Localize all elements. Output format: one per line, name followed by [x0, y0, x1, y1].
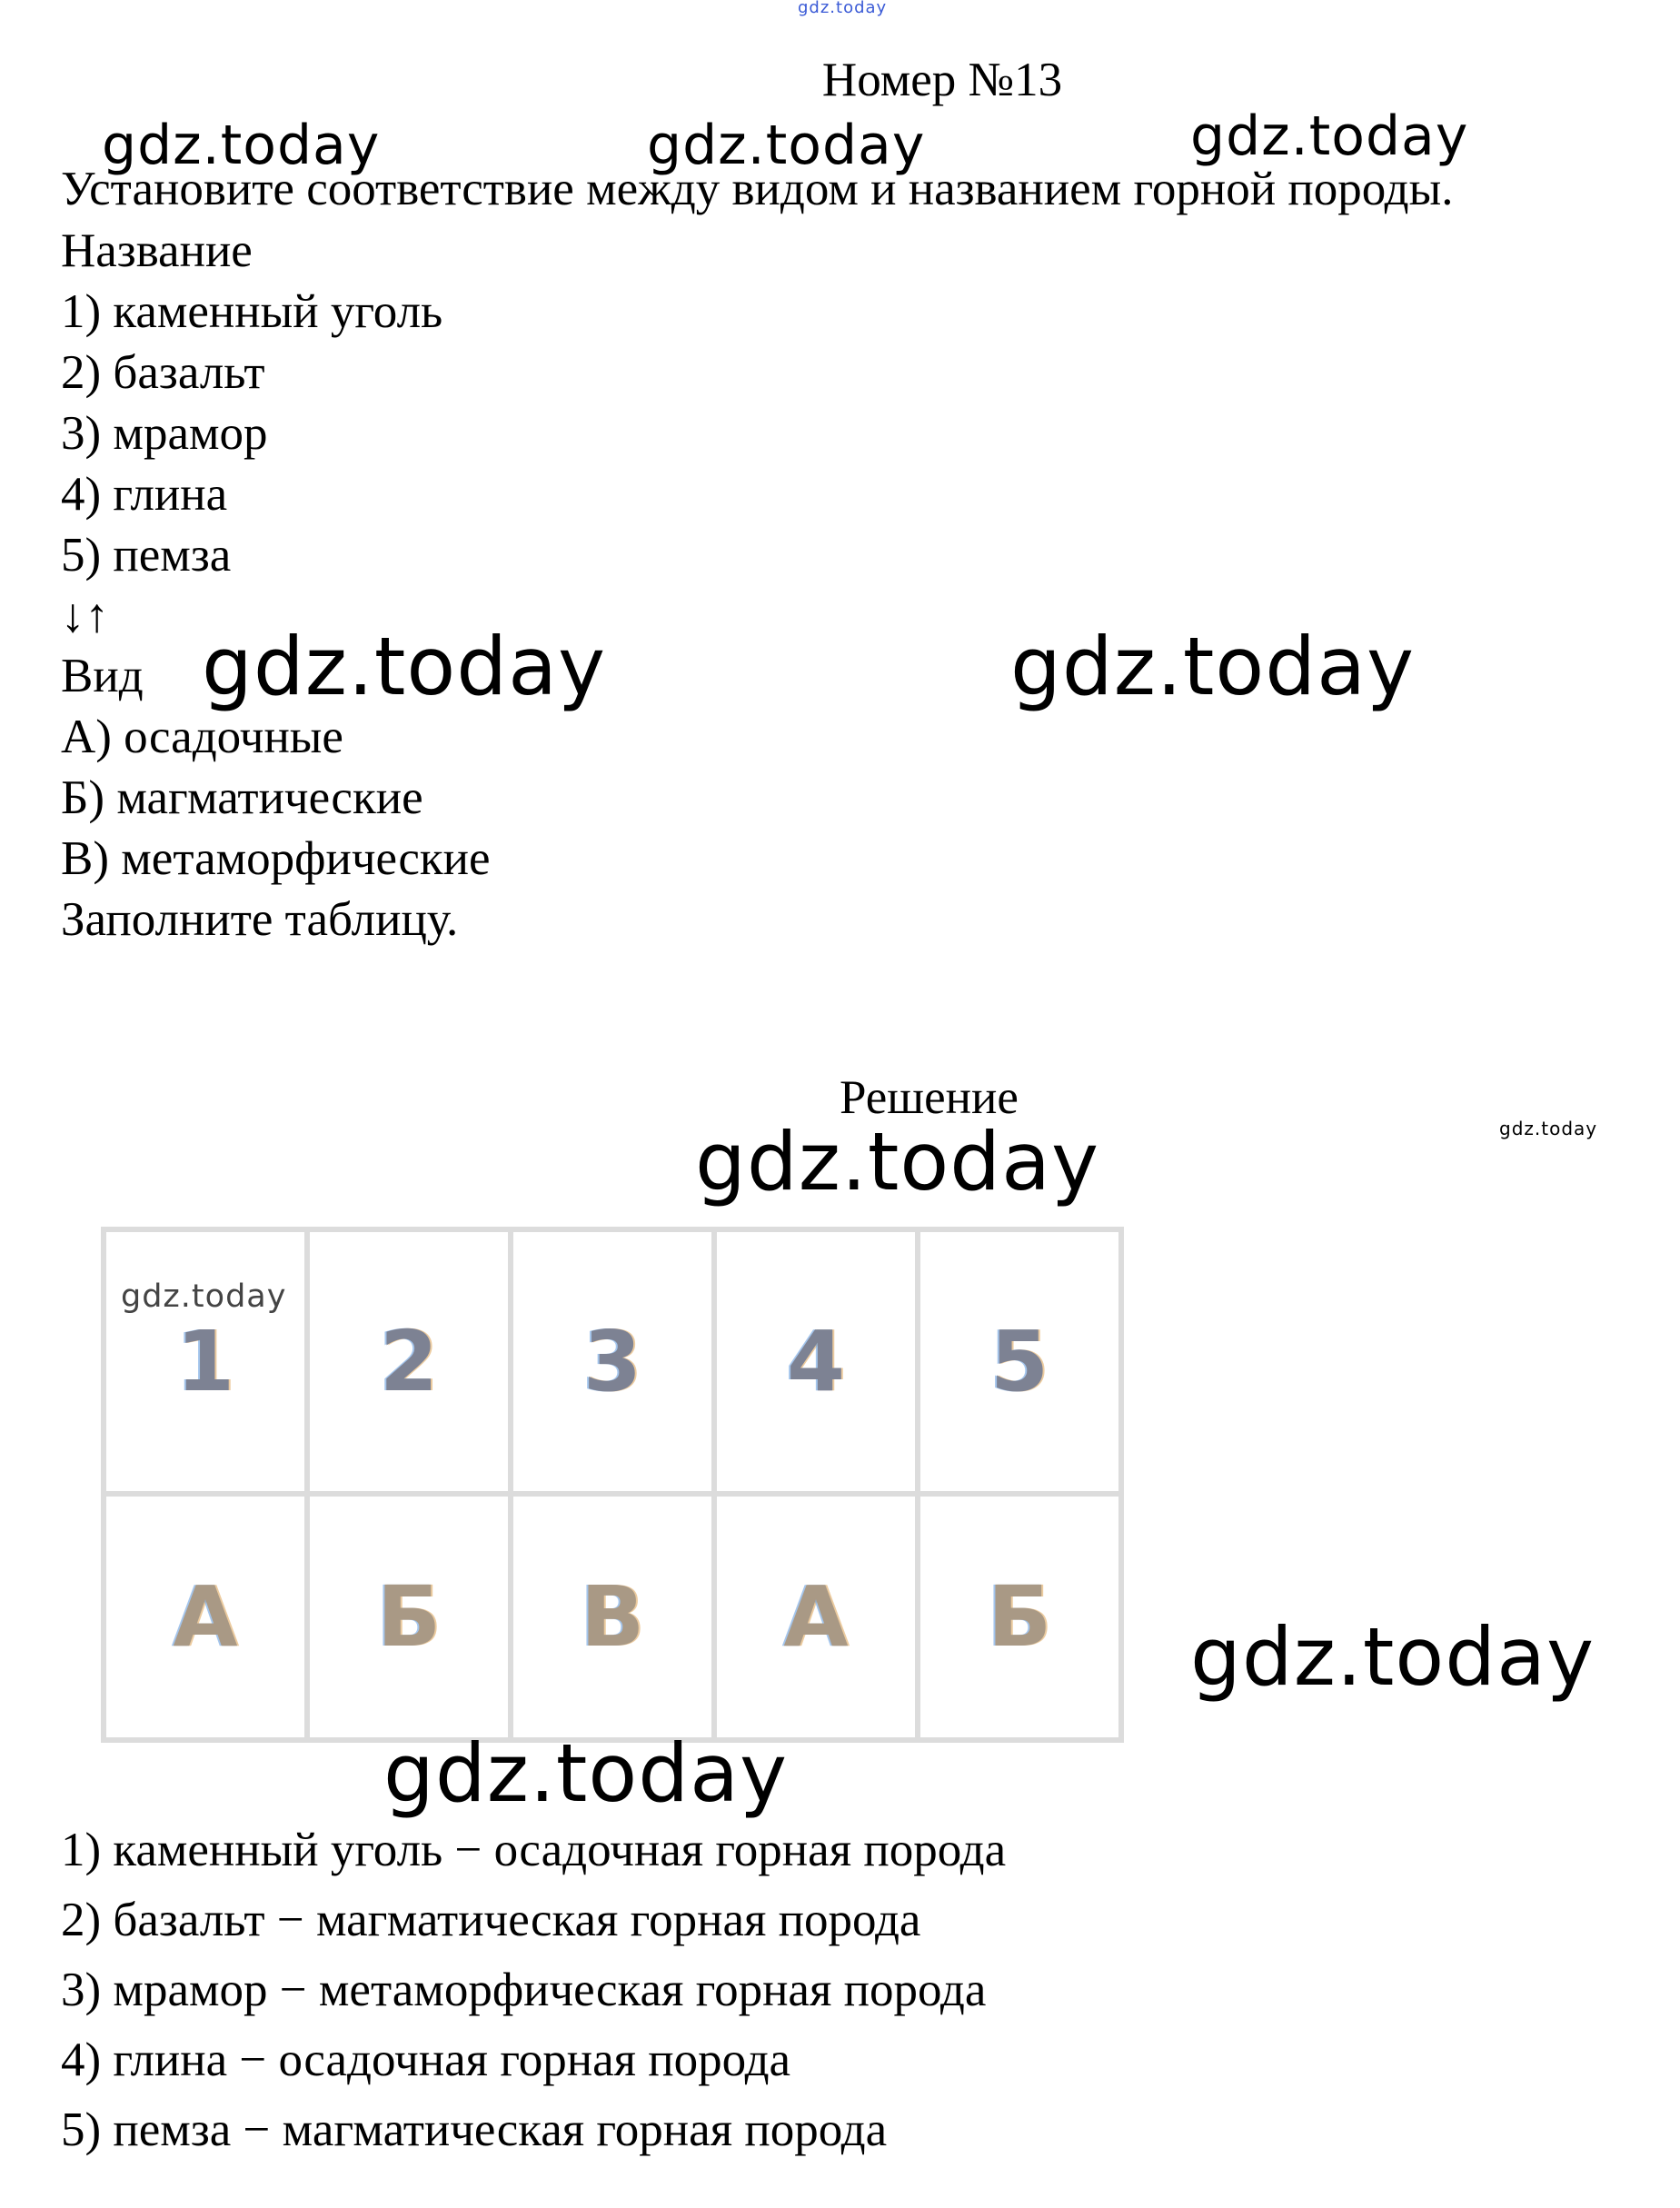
cell-text: Б [376, 1568, 442, 1666]
watermark-in-table: gdz.today [121, 1278, 287, 1315]
name-item-5: 5) пемза [61, 529, 232, 582]
answer-4: 4) глина − осадочная горная порода [61, 2034, 791, 2086]
watermark-5: gdz.today [1010, 620, 1416, 713]
cell-text: 4 [786, 1313, 845, 1410]
watermark-1: gdz.today [102, 114, 381, 177]
type-item-v: В) метаморфические [61, 832, 491, 885]
table-cell-number-4 [714, 1229, 918, 1494]
cell-text: В [580, 1568, 645, 1666]
page-title: Номер №13 [821, 54, 1063, 106]
answer-1: 1) каменный уголь − осадочная горная порода [61, 1824, 1007, 1876]
watermark-top-small: gdz.today [798, 0, 888, 17]
arrows: ↓↑ [61, 590, 109, 642]
table-cell-letter-2 [307, 1494, 511, 1740]
cell-text: А [783, 1568, 849, 1666]
answer-3: 3) мрамор − метаморфическая горная порода [61, 1964, 987, 2016]
type-item-b: Б) магматические [61, 771, 423, 824]
cell-text: 1 [175, 1313, 234, 1410]
names-label: Название [61, 224, 253, 277]
table-row-letters [104, 1494, 1121, 1740]
solution-title: Решение [840, 1071, 1019, 1124]
watermark-4: gdz.today [202, 620, 607, 713]
answer-2: 2) базальт − магматическая горная порода [61, 1894, 921, 1946]
cell-text: 5 [989, 1313, 1049, 1410]
cell-text: 3 [582, 1313, 641, 1410]
watermark-3: gdz.today [1190, 104, 1469, 168]
task-prompt: Установите соответствие между видом и названием горной породы. [61, 163, 1454, 215]
table-cell-number-1 [104, 1229, 307, 1494]
type-item-a: А) осадочные [61, 711, 343, 763]
watermark-2: gdz.today [647, 114, 926, 177]
name-item-3: 3) мрамор [61, 407, 268, 460]
answer-5: 5) пемза − магматическая горная порода [61, 2104, 888, 2156]
table-cell-letter-4 [714, 1494, 918, 1740]
name-item-1: 1) каменный уголь [61, 285, 443, 338]
name-item-2: 2) базальт [61, 346, 265, 399]
table-cell-letter-5 [918, 1494, 1121, 1740]
types-label: Вид [61, 650, 144, 702]
watermark-8: gdz.today [383, 1726, 789, 1820]
name-item-4: 4) глина [61, 468, 228, 521]
table-cell-number-3 [511, 1229, 714, 1494]
watermark-6: gdz.today [695, 1115, 1100, 1208]
cell-text: 2 [379, 1313, 438, 1410]
watermark-7: gdz.today [1190, 1610, 1596, 1704]
table-cell-letter-3 [511, 1494, 714, 1740]
table-cell-letter-1 [104, 1494, 307, 1740]
table-cell-number-2 [307, 1229, 511, 1494]
watermark-small-right: gdz.today [1499, 1118, 1598, 1139]
cell-text: Б [987, 1568, 1052, 1666]
table-cell-number-5 [918, 1229, 1121, 1494]
table-row-numbers [104, 1229, 1121, 1494]
instruction: Заполните таблицу. [61, 893, 459, 946]
cell-text: А [173, 1568, 238, 1666]
